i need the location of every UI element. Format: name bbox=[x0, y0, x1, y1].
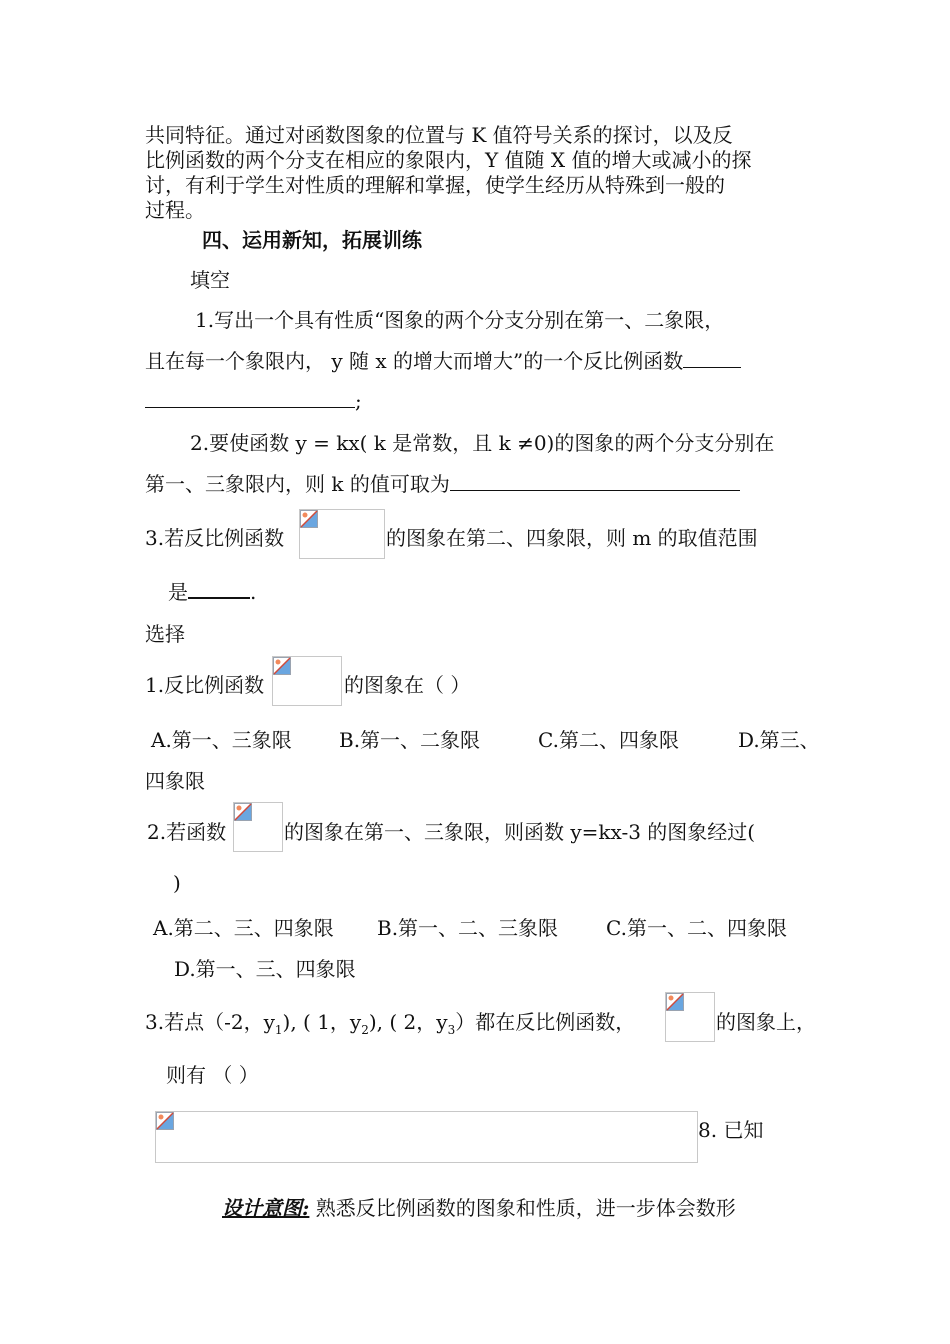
intro-line-4: 过程。 bbox=[145, 198, 205, 222]
mc-q1-option-d-wrap: 四象限 bbox=[145, 769, 205, 793]
formula-image bbox=[299, 509, 385, 559]
fill-q2-line1: 2.要使函数 y = kx( k 是常数，且 k ≠0)的图象的两个分支分别在 bbox=[190, 431, 775, 455]
answer-blank bbox=[145, 387, 355, 408]
formula-image bbox=[233, 802, 283, 852]
mc-q2-option-b: B.第一、二、三象限 bbox=[377, 916, 559, 940]
answer-blank bbox=[450, 470, 740, 491]
mc-q1-pre: 1.反比例函数 bbox=[145, 673, 265, 697]
mc-q8-text: 8. 已知 bbox=[698, 1118, 764, 1142]
choice-label: 选择 bbox=[145, 622, 185, 646]
fill-q3-post: 的图象在第二、四象限，则 m 的取值范围 bbox=[386, 526, 758, 550]
options-image bbox=[155, 1111, 698, 1163]
answer-blank bbox=[683, 347, 741, 368]
fill-q2-line2-text: 第一、三象限内，则 k 的值可取为 bbox=[145, 472, 450, 496]
mc-q1-option-a: A.第一、三象限 bbox=[151, 728, 292, 752]
fill-q1-line1: 1.写出一个具有性质“图象的两个分支分别在第一、二象限， bbox=[195, 308, 725, 332]
mc-q2-close: ) bbox=[173, 871, 181, 895]
fill-q2-line2 bbox=[145, 468, 740, 497]
design-intent-label: 设计意图: bbox=[222, 1196, 310, 1220]
mc-q1-post: 的图象在（ ） bbox=[344, 673, 471, 697]
section-heading: 四、运用新知，拓展训练 bbox=[202, 228, 422, 252]
mc-q3-text bbox=[145, 1006, 635, 1037]
fill-q1-line2-text: 且在每一个象限内， y 随 x 的增大而增大”的一个反比例函数 bbox=[145, 349, 684, 373]
mc-q3-pre: 3.若点（-2，y bbox=[145, 1010, 275, 1034]
broken-image-icon bbox=[300, 510, 318, 528]
mc-q2-option-a: A.第二、三、四象限 bbox=[153, 916, 334, 940]
mc-q1-option-d: D.第三、 bbox=[738, 728, 820, 752]
mc-q2-post: 的图象在第一、三象限，则函数 y=kx-3 的图象经过( bbox=[284, 820, 756, 844]
broken-image-icon bbox=[666, 993, 684, 1011]
mc-q1-option-c: C.第二、四象限 bbox=[538, 728, 679, 752]
mc-q1-option-b: B.第一、二象限 bbox=[339, 728, 481, 752]
intro-line-1: 共同特征。通过对函数图象的位置与 K 值符号关系的探讨，以及反 bbox=[145, 123, 733, 147]
fill-q1-end: ; bbox=[355, 389, 362, 413]
mc-q3-mid3: ）都在反比例函数， bbox=[455, 1010, 636, 1034]
mc-q3-mid1: ), ( 1，y bbox=[282, 1010, 362, 1034]
mc-q3-line2: 则有 （ ） bbox=[166, 1063, 259, 1087]
subscript: 2 bbox=[361, 1023, 369, 1037]
formula-image bbox=[665, 992, 715, 1042]
mc-q2-option-d: D.第一、三、四象限 bbox=[174, 957, 356, 981]
fill-q3-end: . bbox=[250, 580, 257, 604]
broken-image-icon bbox=[234, 803, 252, 821]
design-intent-text: 熟悉反比例函数的图象和性质，进一步体会数形 bbox=[309, 1196, 736, 1220]
mc-q3-mid2: ), ( 2，y bbox=[368, 1010, 448, 1034]
fill-q1-line3 bbox=[145, 387, 362, 413]
fill-q3-line2-text: 是 bbox=[168, 580, 188, 604]
mc-q2-pre: 2.若函数 bbox=[147, 820, 227, 844]
broken-image-icon bbox=[273, 657, 291, 675]
design-intent bbox=[222, 1192, 736, 1221]
intro-line-2: 比例函数的两个分支在相应的象限内，Y 值随 X 值的增大或减小的探 bbox=[145, 148, 752, 172]
intro-line-3: 讨，有利于学生对性质的理解和掌握，使学生经历从特殊到一般的 bbox=[145, 173, 725, 197]
fill-blank-label: 填空 bbox=[190, 268, 230, 292]
fill-q3-pre: 3.若反比例函数 bbox=[145, 526, 285, 550]
fill-q1-line2 bbox=[145, 345, 741, 374]
fill-q3-line2 bbox=[168, 576, 256, 605]
mc-q2-option-c: C.第一、二、四象限 bbox=[606, 916, 787, 940]
mc-q3-post: 的图象上， bbox=[716, 1010, 816, 1034]
answer-blank bbox=[188, 577, 250, 599]
formula-image bbox=[272, 656, 342, 706]
broken-image-icon bbox=[156, 1112, 174, 1130]
subscript: 3 bbox=[447, 1023, 456, 1037]
subscript: 1 bbox=[274, 1023, 283, 1037]
